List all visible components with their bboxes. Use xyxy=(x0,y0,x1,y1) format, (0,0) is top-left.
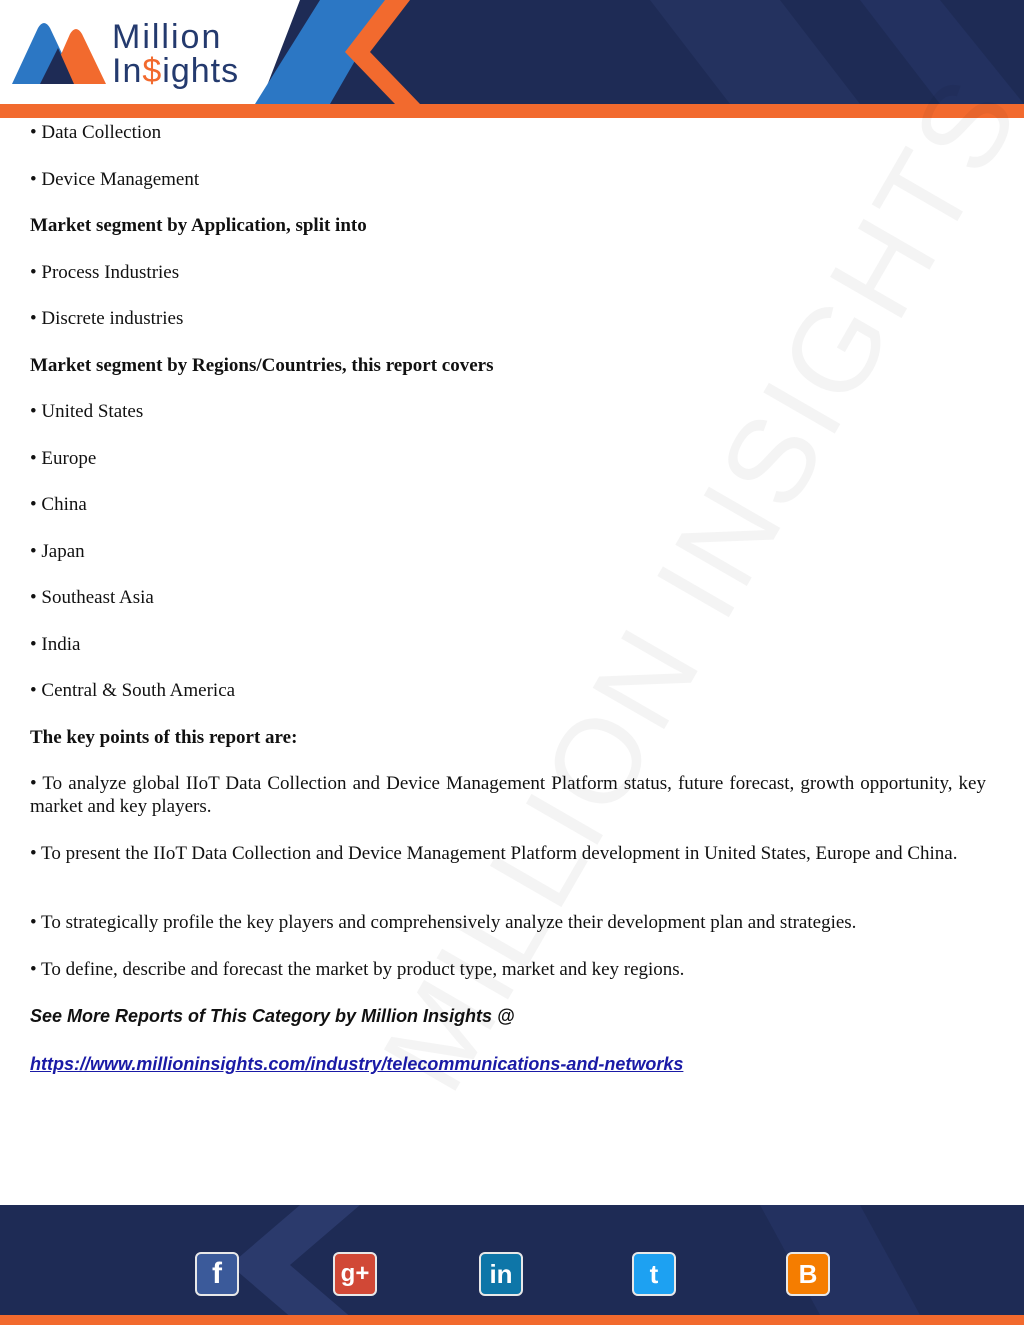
page-header xyxy=(0,0,1024,118)
section-heading: The key points of this report are: xyxy=(30,727,298,748)
section-heading: Market segment by Regions/Countries, this report covers xyxy=(30,355,494,376)
list-item: • Japan xyxy=(30,541,85,562)
company-logo xyxy=(8,14,118,114)
see-more-text: See More Reports of This Category by Million Insights @ xyxy=(30,1006,515,1026)
list-item: • United States xyxy=(30,401,144,422)
logo-wordmark xyxy=(112,20,239,88)
list-item: • Southeast Asia xyxy=(30,587,154,608)
list-item: • To define, describe and forecast the market by product type, market and key regions. xyxy=(30,959,685,980)
linkedin-icon[interactable]: in xyxy=(479,1252,523,1296)
logo-line-2-b: ights xyxy=(162,52,240,90)
category-link[interactable]: https://www.millioninsights.com/industry/telecommunications-and-networks xyxy=(30,1054,684,1074)
logo-line-2-a: In xyxy=(112,52,143,90)
list-item: • Europe xyxy=(30,448,97,469)
list-item: • Data Collection xyxy=(30,122,162,143)
list-item: • To present the IIoT Data Collection and Device Management Platform development in United States, Europe and China. xyxy=(30,843,958,864)
section-heading: Market segment by Application, split into xyxy=(30,215,367,236)
logo-line-2 xyxy=(112,54,239,88)
google-plus-icon[interactable]: g+ xyxy=(333,1252,377,1296)
list-item: • Device Management xyxy=(30,169,200,190)
list-item: • To analyze global IIoT Data Collection and Device Management Platform status, future forecast, growth opportunity, key market and key players. xyxy=(30,773,986,817)
blogger-icon[interactable]: B xyxy=(786,1252,830,1296)
logo-line-1: Million xyxy=(112,18,223,56)
list-item: • Discrete industries xyxy=(30,308,184,329)
twitter-icon[interactable]: t xyxy=(632,1252,676,1296)
list-item: • India xyxy=(30,634,81,655)
category-link-wrapper xyxy=(30,1053,986,1076)
list-item: • To strategically profile the key players and comprehensively analyze their development plan and strategies. xyxy=(30,912,857,933)
facebook-icon[interactable]: f xyxy=(195,1252,239,1296)
list-item: • Central & South America xyxy=(30,680,236,701)
list-item: • China xyxy=(30,494,87,515)
list-item: • Process Industries xyxy=(30,262,180,283)
logo-dollar: $ xyxy=(142,52,163,90)
